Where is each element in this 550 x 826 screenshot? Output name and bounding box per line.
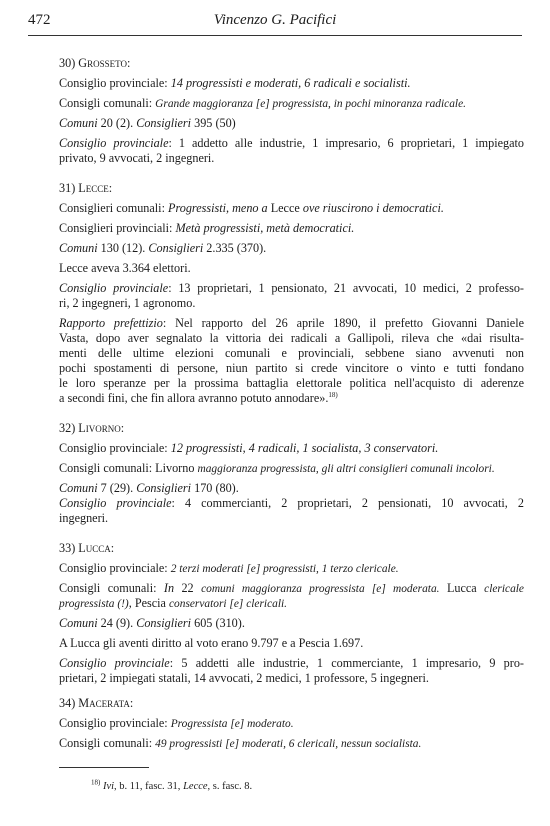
paragraph-line: Vasta, dopo aver segnalato la vittoria dei radicali a Gallipoli, rileva che «dai risulta-: [59, 331, 524, 345]
paragraph-line: Consigli comunali: Livorno maggioranza progressista, gli altri consiglieri comunali incolori.: [59, 461, 495, 475]
paragraph-line: Consiglio provinciale: 1 addetto alle industrie, 1 impresario, 6 proprietari, 1 impiegato: [59, 136, 524, 150]
paragraph-line: Comuni 130 (12). Consiglieri 2.335 (370).: [59, 241, 267, 255]
page-number: 472: [28, 12, 51, 28]
paragraph-line: ingegneri.: [59, 511, 109, 525]
footnote-rule: [59, 767, 149, 768]
paragraph-line: menti delle ultime elezioni comunali e provinciali, sebbene siano avvenuti non: [59, 346, 524, 360]
header-rule: [28, 35, 522, 36]
paragraph-line: Rapporto prefettizio: Nel rapporto del 26 aprile 1890, il prefetto Giovanni Daniele: [59, 316, 525, 330]
section-heading: 33) Lucca:: [59, 541, 115, 555]
paragraph-line: Consiglieri provinciali: Metà progressisti, metà democratici.: [59, 221, 355, 235]
section-heading: 30) Grosseto:: [59, 56, 131, 70]
paragraph-line: Comuni 24 (9). Consiglieri 605 (310).: [59, 616, 245, 630]
paragraph-line: progressista (!), Pescia conservatori [e] clericali.: [59, 596, 287, 610]
footnote: $^{18)}$ Ivi, b. 11, fasc. 31, Lecce, s. fasc. 8.: [91, 778, 253, 792]
paragraph-line: Consiglio provinciale: 5 addetti alle industrie, 1 commerciante, 1 impresario, 9 pro-: [59, 656, 524, 670]
page-header: [28, 12, 522, 34]
paragraph-line: Consiglio provinciale: 2 terzi moderati [e] progressisti, 1 terzo clericale.: [59, 561, 399, 575]
paragraph-line: A Lucca gli aventi diritto al voto erano 9.797 e a Pescia 1.697.: [59, 636, 364, 650]
running-head: Vincenzo G. Pacifici: [213, 12, 337, 28]
paragraph-line: prietari, 2 impiegati statali, 14 avvocati, 2 medici, 1 professore, 5 ingegneri.: [59, 671, 429, 685]
paragraph-line: Consigli comunali: In 22 comuni maggioranza progressista [e] moderata. Lucca clericale: [59, 581, 524, 595]
paragraph-line: privato, 9 avvocati, 2 ingegneri.: [59, 151, 215, 165]
paragraph-line: Consiglio provinciale: 13 proprietari, 1 pensionato, 21 avvocati, 10 medici, 2 professo-: [59, 281, 524, 295]
paragraph-line: le loro speranze per la prossima battaglia elettorale politica nell'acquisto di aderenze: [59, 376, 524, 390]
paragraph-line: Consiglio provinciale: 14 progressisti e moderati, 6 radicali e socialisti.: [59, 76, 411, 90]
paragraph-line: Consiglieri comunali: Progressisti, meno a Lecce ove riuscirono i democratici.: [59, 201, 444, 215]
paragraph-line: Consiglio provinciale: 12 progressisti, 4 radicali, 1 socialista, 3 conservatori.: [59, 441, 439, 455]
paragraph-line: a secondi fini, che fin allora avranno potuto annodare».$^{18)}$: [59, 390, 338, 405]
section-heading: 31) Lecce:: [59, 181, 113, 195]
paragraph-line: Lecce aveva 3.364 elettori.: [59, 261, 191, 275]
paragraph-line: pochi spostamenti di persone, niun partito si crede vincitore o vinto e tutti fondano: [59, 361, 524, 375]
paragraph-line: Consigli comunali: 49 progressisti [e] moderati, 6 clericali, nessun socialista.: [59, 736, 422, 750]
paragraph-line: ri, 2 ingegneri, 1 agronomo.: [59, 296, 196, 310]
paragraph-line: Consigli comunali: Grande maggioranza [e] progressista, in pochi minoranza radicale.: [59, 96, 466, 110]
section-heading: 32) Livorno:: [59, 421, 125, 435]
footnote-ref[interactable]: 18): [328, 390, 338, 399]
paragraph-line: Consiglio provinciale: Progressista [e] moderato.: [59, 716, 294, 730]
paragraph-line: Comuni 7 (29). Consiglieri 170 (80).: [59, 481, 239, 495]
paragraph-line: Consiglio provinciale: 4 commercianti, 2 proprietari, 2 pensionati, 10 avvocati, 2: [59, 496, 524, 510]
paragraph-line: Comuni 20 (2). Consiglieri 395 (50): [59, 116, 236, 130]
section-heading: 34) Macerata:: [59, 696, 134, 710]
